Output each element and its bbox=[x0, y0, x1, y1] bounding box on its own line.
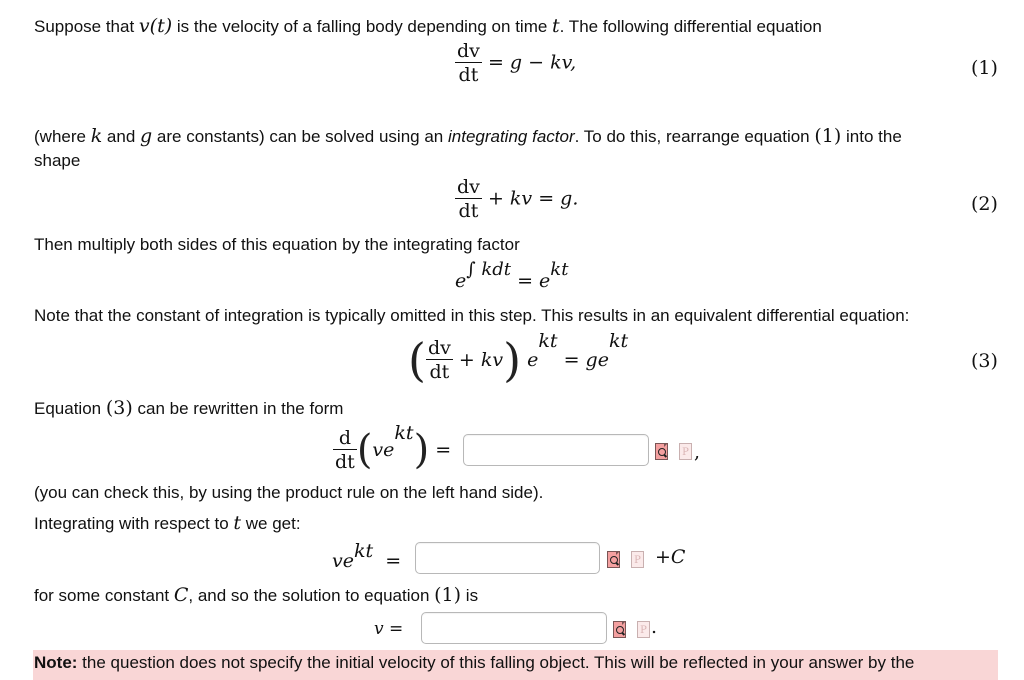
text: . To do this, rearrange equation bbox=[574, 127, 815, 146]
left-paren: ( bbox=[408, 333, 426, 387]
math-t: t bbox=[233, 512, 242, 534]
left-paren: ( bbox=[356, 427, 373, 473]
page-icon[interactable]: P bbox=[631, 551, 644, 568]
preview-icon[interactable] bbox=[613, 621, 626, 638]
rearrange-paragraph bbox=[34, 125, 902, 147]
math-v-of-t: v(t) bbox=[138, 15, 173, 37]
magnifier-handle bbox=[616, 562, 619, 565]
equation-rhs: = g − kv, bbox=[487, 51, 577, 74]
integrating-paragraph bbox=[34, 512, 301, 534]
equation-1 bbox=[455, 40, 576, 87]
numerator: dv bbox=[457, 176, 480, 198]
trailing-comma: , bbox=[694, 441, 701, 463]
answer-input-integral[interactable] bbox=[415, 542, 600, 574]
numerator: dv bbox=[427, 336, 451, 359]
fraction-dv-dt bbox=[455, 176, 482, 223]
product-rule-paragraph: (you can check this, by using the product rule on the left hand side). bbox=[34, 483, 544, 502]
magnifier-handle bbox=[622, 632, 625, 635]
denominator: dt bbox=[335, 450, 355, 473]
magnifier-handle bbox=[664, 454, 667, 457]
note-text bbox=[33, 650, 914, 676]
equation-6-lhs: v = bbox=[374, 619, 404, 639]
text: and bbox=[102, 127, 141, 146]
inner-ve: ve bbox=[372, 439, 395, 461]
numerator: dv bbox=[457, 40, 480, 62]
equation-2 bbox=[455, 176, 578, 223]
right-paren: ) bbox=[503, 333, 522, 387]
equation-reference: (1) bbox=[814, 125, 842, 147]
text: we get: bbox=[241, 514, 301, 533]
plus-constant: +C bbox=[655, 546, 686, 568]
text: Integrating with respect to bbox=[34, 514, 234, 533]
base-e: e bbox=[539, 270, 551, 292]
rewrite-paragraph bbox=[34, 397, 343, 419]
equation-rhs: = ge bbox=[563, 349, 609, 371]
equals: = bbox=[517, 270, 533, 292]
text: , and so the solution to equation bbox=[188, 586, 435, 605]
note-label: Note: bbox=[34, 653, 78, 672]
note-box bbox=[33, 650, 998, 680]
equation-rhs: + kv = g. bbox=[487, 187, 579, 210]
page-icon[interactable]: P bbox=[679, 443, 692, 460]
math-C: C bbox=[173, 584, 189, 606]
multiply-paragraph: Then multiply both sides of this equation by the integrating factor bbox=[34, 235, 520, 254]
equation-reference: (1) bbox=[434, 584, 462, 606]
equation-2-label: (2) bbox=[971, 193, 998, 215]
right-paren: ) bbox=[413, 427, 430, 473]
text: can be rewritten in the form bbox=[132, 399, 344, 418]
equation-reference: (3) bbox=[105, 397, 133, 419]
base-e: e bbox=[527, 349, 539, 371]
text: into the bbox=[841, 127, 902, 146]
text: is the velocity of a falling body depending on time bbox=[172, 17, 553, 36]
denominator: dt bbox=[455, 62, 482, 87]
text: Suppose that bbox=[34, 17, 139, 36]
exponent: ∫ kdt bbox=[466, 259, 512, 280]
equation-4 bbox=[333, 422, 451, 474]
equals: = bbox=[435, 439, 452, 461]
equals: = bbox=[385, 550, 402, 572]
page-icon[interactable]: P bbox=[637, 621, 650, 638]
trailing-period: . bbox=[651, 616, 658, 638]
note-constant-paragraph: Note that the constant of integration is typically omitted in this step. This results in an equivalent differential equation: bbox=[34, 306, 910, 325]
fraction-dv-dt bbox=[455, 40, 482, 87]
exponent: kt bbox=[394, 422, 414, 444]
answer-input-solution[interactable] bbox=[421, 612, 607, 644]
emphasis-integrating-factor: integrating factor bbox=[447, 127, 575, 146]
exponent: kt bbox=[550, 259, 569, 280]
text: . The following differential equation bbox=[559, 17, 822, 36]
text: for some constant bbox=[34, 586, 174, 605]
text: are constants) can be solved using an bbox=[152, 127, 448, 146]
denominator: dt bbox=[426, 359, 453, 384]
exponent: kt bbox=[538, 330, 558, 352]
text: (where bbox=[34, 127, 91, 146]
note-body: the question does not specify the initial velocity of this falling object. This will be reflected in your answer by the bbox=[77, 653, 915, 672]
text-shape: shape bbox=[34, 151, 81, 170]
integrating-factor-equation bbox=[455, 259, 569, 292]
equation-1-label: (1) bbox=[971, 57, 998, 79]
fraction-dv-dt bbox=[426, 337, 453, 384]
denominator: dt bbox=[455, 198, 482, 223]
math-t: t bbox=[552, 15, 560, 37]
plus-kv: + kv bbox=[458, 349, 504, 371]
text: is bbox=[461, 586, 479, 605]
equation-5 bbox=[332, 540, 402, 572]
intro-paragraph bbox=[34, 15, 822, 37]
exponent: kt bbox=[608, 330, 629, 352]
math-k: k bbox=[90, 125, 103, 147]
solution-paragraph bbox=[34, 584, 478, 606]
lhs-ve: ve bbox=[332, 550, 354, 572]
math-g: g bbox=[140, 125, 153, 147]
base-e: e bbox=[455, 270, 467, 292]
fraction-d-dt bbox=[333, 427, 357, 474]
preview-icon[interactable] bbox=[655, 443, 668, 460]
preview-icon[interactable] bbox=[607, 551, 620, 568]
exponent: kt bbox=[353, 540, 374, 562]
equation-3 bbox=[408, 330, 629, 387]
answer-input-derivative[interactable] bbox=[463, 434, 649, 466]
equation-3-label: (3) bbox=[971, 350, 998, 372]
numerator: d bbox=[338, 426, 351, 449]
text: Equation bbox=[34, 399, 106, 418]
